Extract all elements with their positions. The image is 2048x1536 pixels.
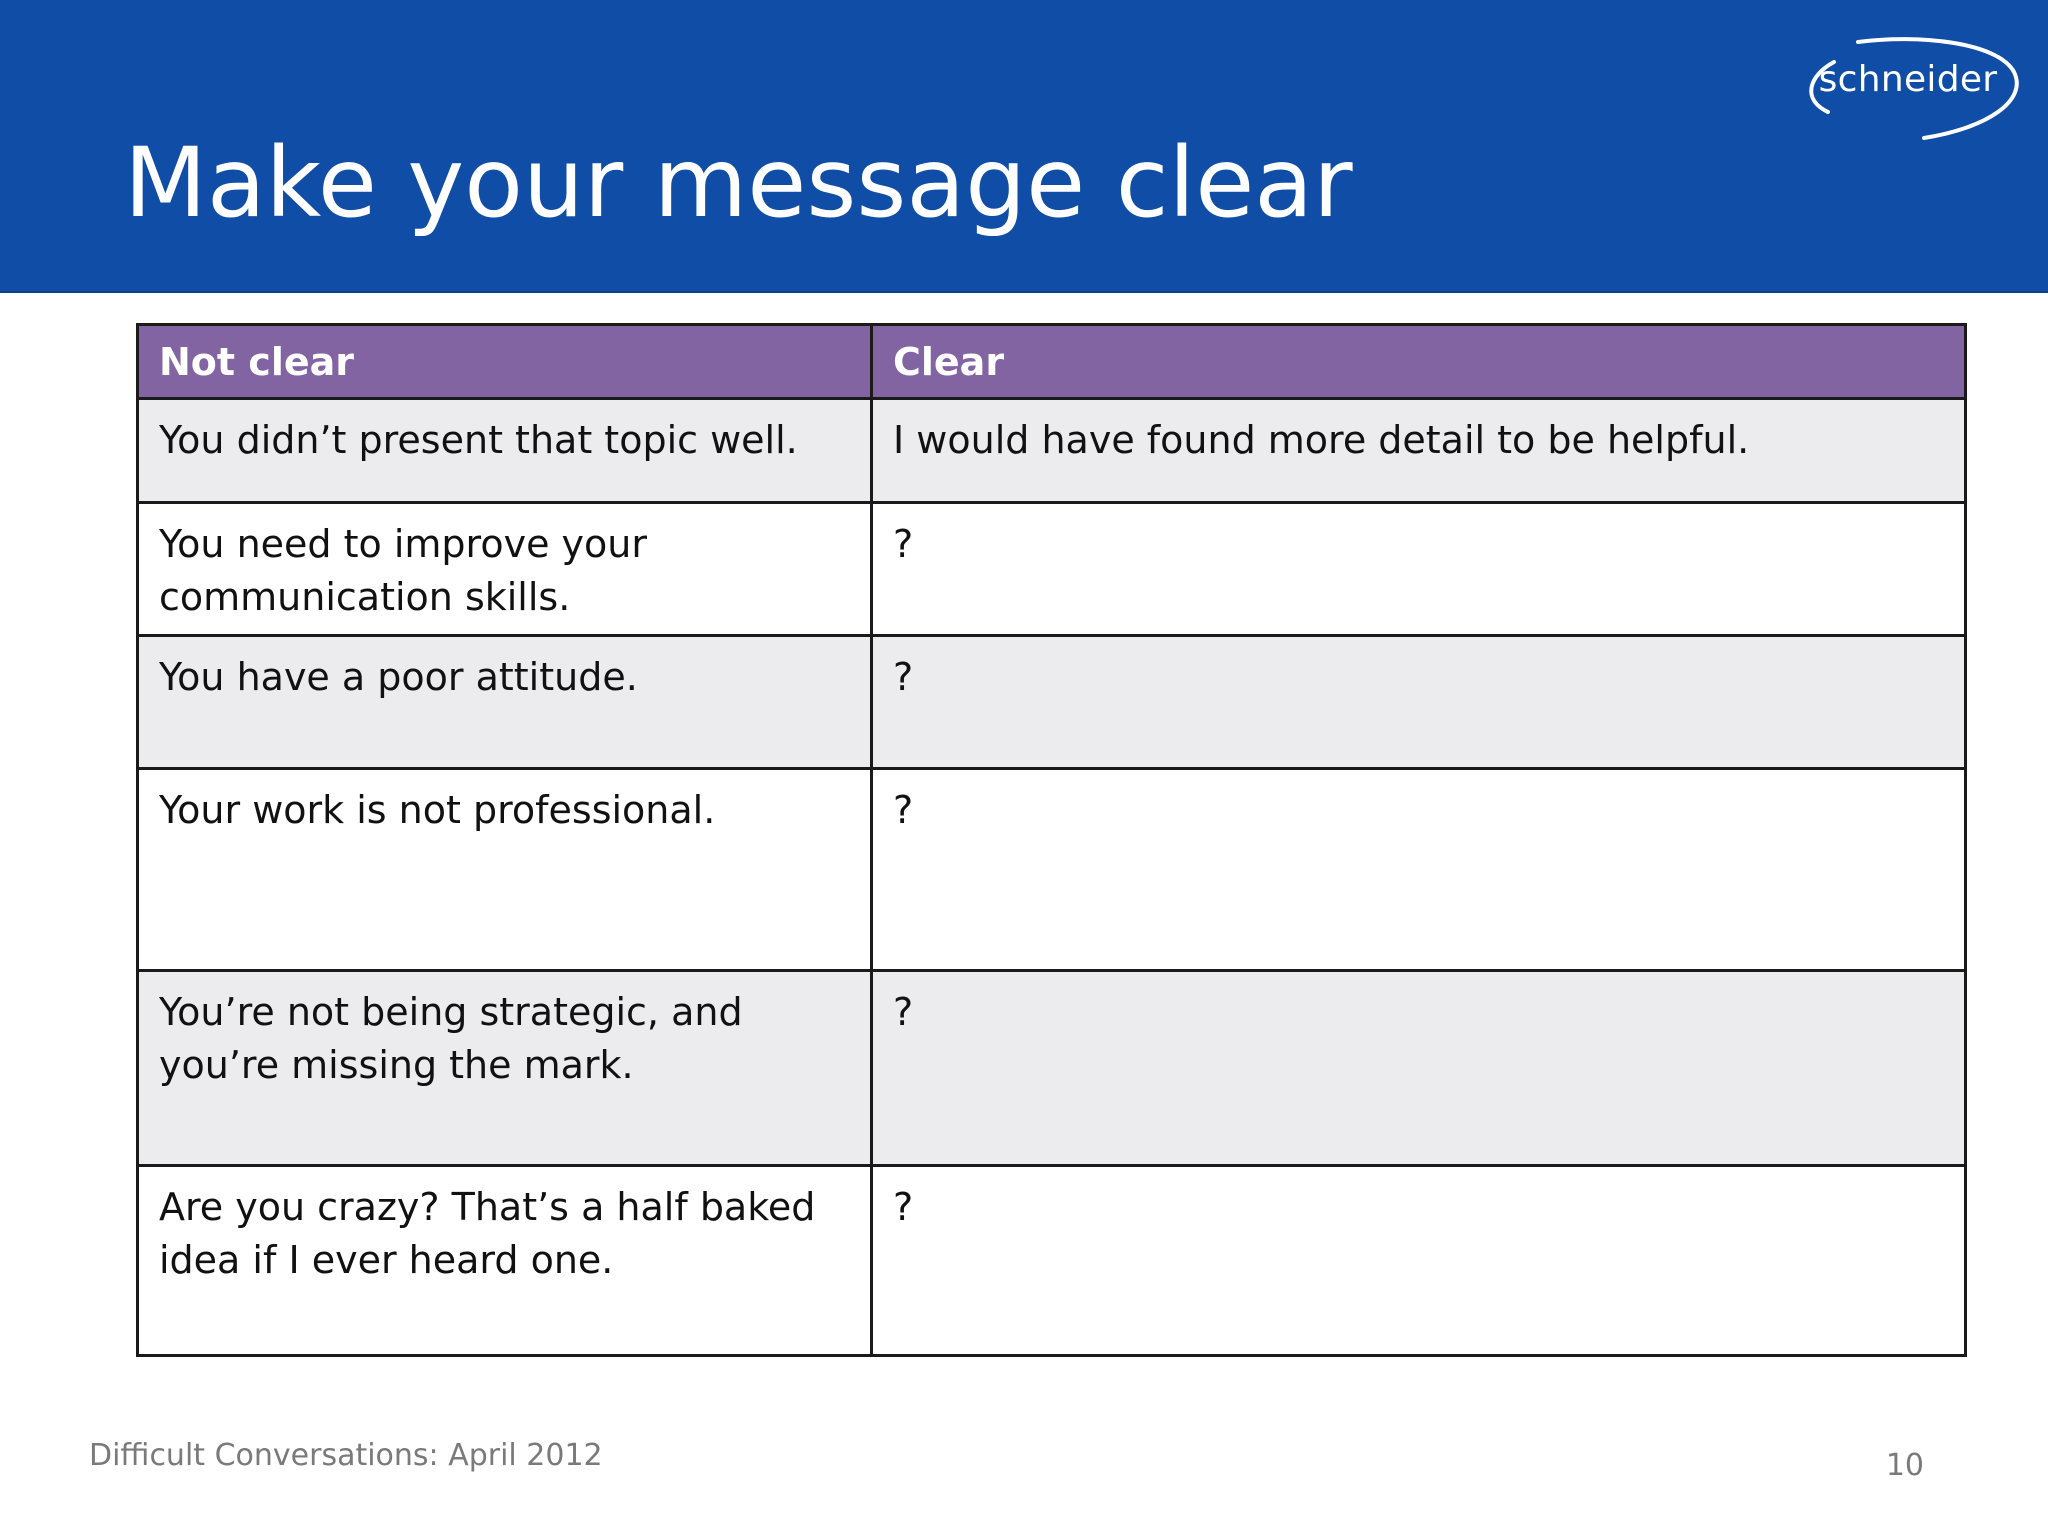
not-clear-cell: You have a poor attitude. (138, 636, 872, 769)
table-row (138, 769, 1966, 971)
not-clear-cell: You didn’t present that topic well. (138, 399, 872, 503)
page-number: 10 (1885, 1448, 1924, 1483)
not-clear-cell: You need to improve your communication skills. (138, 503, 872, 636)
table-header-row (138, 325, 1966, 399)
not-clear-cell: You’re not being strategic, and you’re missing the mark. (138, 971, 872, 1166)
table-row (138, 399, 1966, 503)
header-not-clear: Not clear (138, 325, 872, 399)
clear-cell: ? (872, 636, 1966, 769)
header-clear: Clear (872, 325, 1966, 399)
clear-cell: ? (872, 503, 1966, 636)
clear-cell: ? (872, 1166, 1966, 1356)
logo-text: schneider (1818, 59, 1998, 100)
table-row (138, 636, 1966, 769)
not-clear-cell: Are you crazy? That’s a half baked idea if I ever heard one. (138, 1166, 872, 1356)
table-row (138, 503, 1966, 636)
not-clear-cell: Your work is not professional. (138, 769, 872, 971)
table-row (138, 1166, 1966, 1356)
comparison-table (136, 323, 1967, 1357)
slide-header (0, 0, 2048, 293)
clear-cell: I would have found more detail to be helpful. (872, 399, 1966, 503)
company-logo (1788, 28, 2028, 144)
clear-cell: ? (872, 971, 1966, 1166)
slide-title: Make your message clear (124, 127, 1353, 239)
clear-cell: ? (872, 769, 1966, 971)
table-row (138, 971, 1966, 1166)
slide-footer: Difficult Conversations: April 2012 (89, 1438, 603, 1473)
